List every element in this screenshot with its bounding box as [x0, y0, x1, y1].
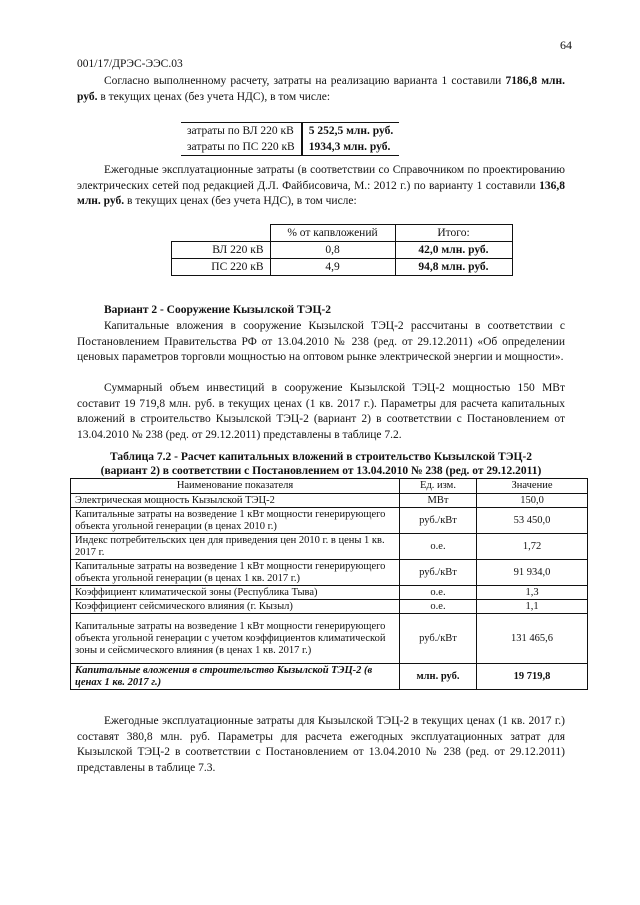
opex-label: ПС 220 кВ	[172, 259, 271, 276]
table-header-row	[172, 225, 513, 242]
row-unit: о.е.	[400, 600, 477, 614]
variant2-heading: Вариант 2 - Сооружение Кызылской ТЭЦ-2	[104, 304, 332, 316]
opex-total: 136,8 млн. руб.	[77, 179, 565, 207]
opex-text-after: в текущих ценах (без учета НДС), в том числе:	[124, 195, 357, 207]
header-cell: % от капвложений	[270, 225, 395, 242]
row-name: Коэффициент климатической зоны (Республика Тыва)	[71, 586, 400, 600]
investment-paragraph: Суммарный объем инвестиций в сооружение Кызылской ТЭЦ-2 мощностью 150 МВт составит 19 719,8 млн. руб. в текущих ценах (1 кв. 2017 г.). Параметры для расчета капитальных вложений в строительство Кызылской ТЭЦ-2 (вариант 2) в соответствии с Постановлением от 13.04.2010 № 238 (ред. от 29.12.2011) представлены в таблице 7.2.	[77, 382, 565, 441]
split-value: 1934,3 млн. руб.	[302, 139, 400, 156]
header-cell: Ед. изм.	[400, 479, 477, 494]
header-cell: Значение	[477, 479, 588, 494]
opex2-paragraph: Ежегодные эксплуатационные затраты для Кызылской ТЭЦ-2 в текущих ценах (1 кв. 2017 г.) составят 380,8 млн. руб. Параметры для расчета ежегодных эксплуатационных затрат для Кызылской ТЭЦ-2 в соответствии с Постановлением от 13.04.2010 № 238 (ред. от 29.12.2011) представлены в таблице 7.3.	[77, 715, 565, 774]
opex-total-cell: 42,0 млн. руб.	[395, 242, 512, 259]
intro-text-after: в текущих ценах (без учета НДС), в том числе:	[97, 90, 331, 103]
table-row	[71, 600, 588, 614]
table-row	[71, 614, 588, 664]
opex-paragraph	[77, 163, 565, 210]
table-header-row	[71, 479, 588, 494]
header-cell: Наименование показателя	[71, 479, 400, 494]
header-cell: Итого:	[395, 225, 512, 242]
split-value: 5 252,5 млн. руб.	[302, 123, 400, 140]
row-unit: руб./кВт	[400, 508, 477, 534]
table-row	[71, 494, 588, 508]
row-unit: руб./кВт	[400, 614, 477, 664]
row-value: 91 934,0	[477, 560, 588, 586]
table-row	[181, 123, 399, 140]
row-value: 19 719,8	[477, 664, 588, 690]
table-row	[71, 560, 588, 586]
table-caption-line1: Таблица 7.2 - Расчет капитальных вложений в строительство Кызылской ТЭЦ-2	[109, 451, 533, 463]
intro-total: 7186,8 млн. руб.	[77, 75, 565, 103]
document-code: 001/17/ДРЭС-ЭЭС.03	[77, 58, 183, 70]
row-name: Капитальные затраты на возведение 1 кВт мощности генерирующего объекта угольной генерации с учетом коэффициентов климатической зоны и сейсмического влияния (в ценах 1 кв. 2017 г.)	[71, 614, 400, 664]
table-caption-line2: (вариант 2) в соответствии с Постановлением от 13.04.2010 № 238 (ред. от 29.12.2011)	[100, 465, 542, 477]
row-name: Электрическая мощность Кызылской ТЭЦ-2	[71, 494, 400, 508]
capex-table	[70, 478, 588, 690]
opex-text-before: Ежегодные эксплуатационные затраты (в соответствии со Справочником по проектированию электрических сетей под редакцией Д.Л. Файбисовича, М.: 2012 г.) по варианту 1 составили	[77, 164, 565, 192]
table-row	[172, 259, 513, 276]
row-name: Капитальные затраты на возведение 1 кВт мощности генерирующего объекта угольной генерации (в ценах 1 кв. 2017 г.)	[71, 560, 400, 586]
table-row	[181, 139, 399, 156]
row-name: Капитальные вложения в строительство Кызылской ТЭЦ-2 (в ценах 1 кв. 2017 г.)	[71, 664, 400, 690]
row-unit: МВт	[400, 494, 477, 508]
split-label: затраты по ПС 220 кВ	[181, 139, 302, 156]
row-value: 1,72	[477, 534, 588, 560]
row-name: Капитальные затраты на возведение 1 кВт мощности генерирующего объекта угольной генерации (в ценах 2010 г.)	[71, 508, 400, 534]
opex-table	[171, 224, 513, 276]
opex-pct: 0,8	[270, 242, 395, 259]
header-cell	[172, 225, 271, 242]
intro-text-before: Согласно выполненному расчету, затраты на реализацию варианта 1 составили	[104, 75, 506, 87]
table-row	[71, 534, 588, 560]
split-label: затраты по ВЛ 220 кВ	[181, 123, 302, 140]
opex-pct: 4,9	[270, 259, 395, 276]
row-unit: о.е.	[400, 586, 477, 600]
row-value: 1,3	[477, 586, 588, 600]
opex-label: ВЛ 220 кВ	[172, 242, 271, 259]
row-value: 150,0	[477, 494, 588, 508]
row-unit: руб./кВт	[400, 560, 477, 586]
row-name: Коэффициент сейсмического влияния (г. Кызыл)	[71, 600, 400, 614]
table-caption	[77, 450, 565, 478]
row-name: Индекс потребительских цен для приведения цен 2010 г. в цены 1 кв. 2017 г.	[71, 534, 400, 560]
intro-paragraph	[77, 74, 565, 105]
row-value: 131 465,6	[477, 614, 588, 664]
table-row	[71, 586, 588, 600]
opex-total-cell: 94,8 млн. руб.	[395, 259, 512, 276]
row-value: 53 450,0	[477, 508, 588, 534]
table-row	[172, 242, 513, 259]
table-row	[71, 508, 588, 534]
row-unit: о.е.	[400, 534, 477, 560]
cost-split-table	[181, 122, 399, 156]
row-unit: млн. руб.	[400, 664, 477, 690]
table-row-total	[71, 664, 588, 690]
row-value: 1,1	[477, 600, 588, 614]
page-number: 64	[560, 38, 572, 52]
capex-paragraph: Капитальные вложения в сооружение Кызылской ТЭЦ-2 рассчитаны в соответствии с Постановлением Правительства РФ от 13.04.2010 № 238 (ред. от 29.12.2011) «Об определении ценовых параметров торговли мощностью на оптовом рынке электрической энергии и мощности».	[77, 320, 565, 363]
